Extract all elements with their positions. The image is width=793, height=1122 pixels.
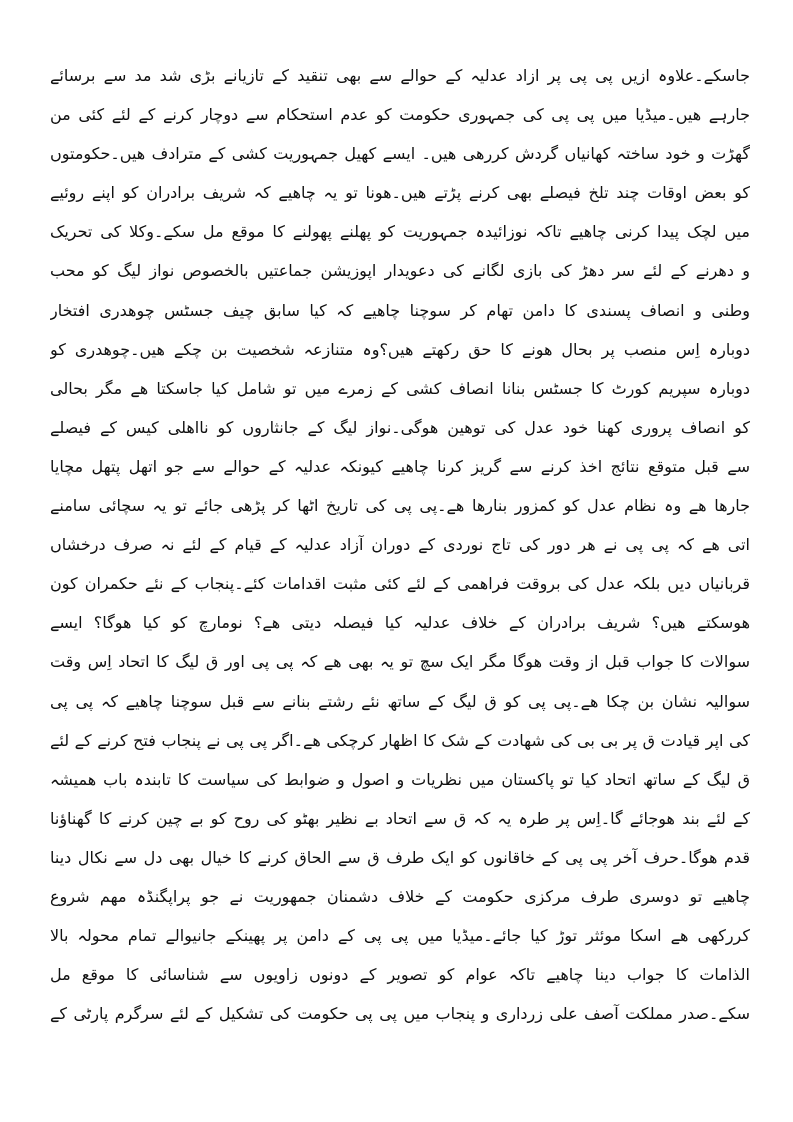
text-line: الذامات کا جواب دینا چاھیے تاکہ عوام کو تصویر کے دونوں زاویوں سے شناسائی کا موقع مل xyxy=(50,965,750,985)
text-line: گھڑت و خود ساختہ کھانیاں گردش کررھی ھیں۔ ایسے کھیل جمہوریت کشی کے مترادف ھیں۔حکومتوں xyxy=(50,144,750,164)
text-line: سکے۔صدر مملکت آصف علی زرداری و پنجاب میں پی پی حکومت کی تشکیل کے لئے سرگرم پارٹی کے xyxy=(50,1004,750,1024)
text-line: میں لچک پیدا کرنی چاھیے تاکہ نوزائیدہ جمہوریت کو پھلنے پھولنے کا موقع مل سکے۔وکلا کی تحریک xyxy=(50,222,750,242)
body-text xyxy=(50,56,750,1033)
text-line: دوبارہ سپریم کورٹ کا جسٹس بنانا انصاف کشی کے زمرے میں تو شامل کیا جاسکتا ھے مگر بحالی xyxy=(50,378,750,398)
text-line: قربانیاں دیں بلکہ عدل کی بروقت فراھمی کے لئے کئی مثبت اقدامات کئے۔پنجاب کے نئے حکمران کون xyxy=(50,574,750,594)
text-line: جارہے ھیں۔میڈیا میں پی پی کی جمہوری حکومت کو عدم استحکام سے دوچار کرنے کے لئے کئی من xyxy=(50,105,750,125)
text-line: قدم ھوگا۔حرف آخر پی پی کے خاقانوں کو ایک طرف ق سے الحاق کرنے کا خیال بھی دل سے نکال دینا xyxy=(50,847,750,867)
text-line: کے لئے بند ھوجائے گا۔اِس پر طرہ یہ کہ ق سے اتحاد بے نظیر بھٹو کی روح کو بے چین کرنے کا گھناؤنا xyxy=(50,808,750,828)
text-line: دوبارہ اِس منصب پر بحال ھونے کا حق رکھتے ھیں؟وہ متنازعہ شخصیت بن چکے ھیں۔چوھدری کو xyxy=(50,339,750,359)
text-line: کو انصاف پروری کھنا خود عدل کی توھین ھوگی۔نواز لیگ کے جانثاروں کو نااھلی کیس کے فیصلے xyxy=(50,417,750,437)
text-line: وطنی و انصاف پسندی کا دامن تھام کر سوچنا چاھیے کہ کیا سابق چیف جسٹس چوھدری افتخار xyxy=(50,300,750,320)
text-line: اتی ھے کہ پی پی نے ھر دور کی تاج نوردی کے دوران آزاد عدلیہ کے قیام کے لئے نہ صرف درخشاں xyxy=(50,535,750,555)
text-line: و دھرنے کے لئے سر دھڑ کی بازی لگانے کی دعویدار اپوزیشن جماعتیں بالخصوص نواز لیگ کو محب xyxy=(50,261,750,281)
text-line: ق لیگ کے ساتھ اتحاد کیا تو پاکستان میں نظریات و اصول و ضوابط کی سیاست کا تابندہ باب ھمیشہ xyxy=(50,769,750,789)
text-line: ھوسکتے ھیں؟ شریف برادران کے خلاف عدلیہ کیا فیصلہ دیتی ھے؟ نومارچ کو کیا ھوگا؟ ایسے xyxy=(50,613,750,633)
text-line: کو بعض اوقات چند تلخ فیصلے بھی کرنے پڑتے ھیں۔ھونا تو یہ چاھیے کہ شریف برادران کو اپنے روئیے xyxy=(50,183,750,203)
text-line: سے قبل متوقع نتائج اخذ کرنے سے گریز کرنا چاھیے کیونکہ عدلیہ کے حوالے سے جو اتھل پتھل مچایا xyxy=(50,456,750,476)
text-line: چاھیے تو دوسری طرف مرکزی حکومت کے خلاف دشمنان جمھوریت نے جو پراپگنڈہ مھم شروع xyxy=(50,886,750,906)
text-line: جارھا ھے وہ نظام عدل کو کمزور بنارھا ھے۔پی پی کی تاریخ اٹھا کر پڑھی جائے تو یہ سچائی سامنے xyxy=(50,496,750,516)
text-line: کررکھی ھے اسکا موئثر توڑ کیا جائے۔میڈیا میں پی پی کے دامن پر پھینکے جانیوالے تمام محولہ بالا xyxy=(50,926,750,946)
text-line: جاسکے۔علاوہ ازیں پی پی پر ازاد عدلیہ کے حوالے سے بھی تنقید کے تازیانے بڑی شد مد سے برسائے xyxy=(50,66,750,85)
text-line: سوالیہ نشان بن چکا ھے۔پی پی کو ق لیگ کے ساتھ نئے رشتے بنانے سے قبل سوچنا چاھیے کہ پی پی xyxy=(50,691,750,711)
text-line: سوالات کا جواب قبل از وقت ھوگا مگر ایک سچ تو یہ بھی ھے کہ پی پی اور ق لیگ کا اتحاد اِس وقت xyxy=(50,652,750,672)
text-line: کی اپر قیادت ق پر بی بی کی شھادت کے شک کا اظھار کرچکی ھے۔اگر پی پی نے پنجاب فتح کرنے کے لئے xyxy=(50,730,750,750)
